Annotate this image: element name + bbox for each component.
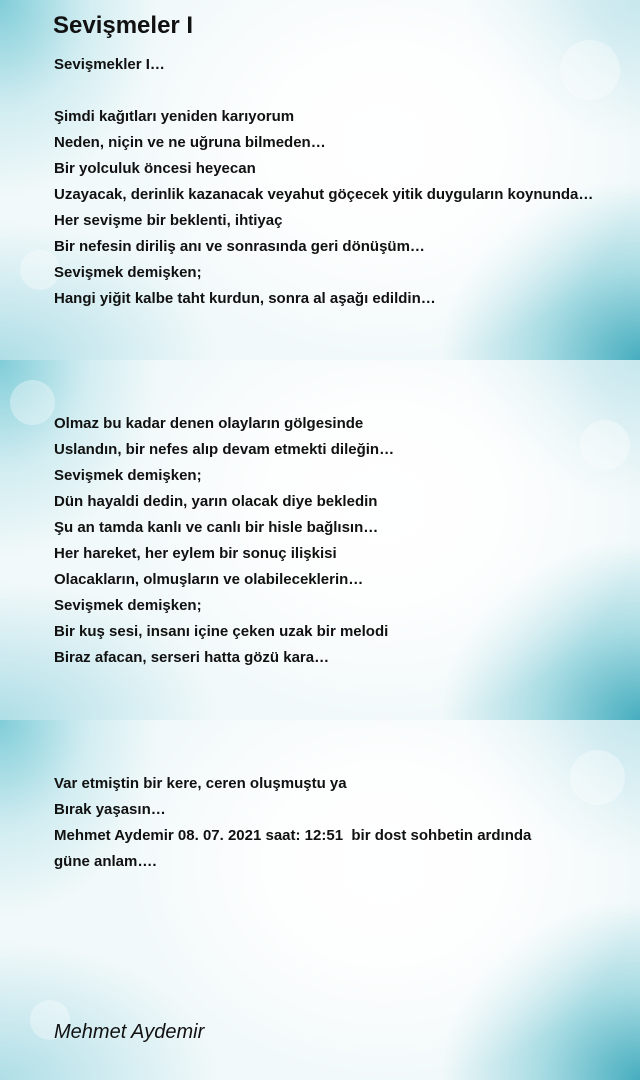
- poem-line: Bırak yaşasın…: [54, 801, 166, 818]
- poem-line: Dün hayaldi dedin, yarın olacak diye bekledin: [54, 493, 378, 510]
- poem-line: Var etmiştin bir kere, ceren oluşmuştu ya: [54, 775, 347, 792]
- bokeh-decoration: [10, 380, 55, 425]
- poem-line: Şu an tamda kanlı ve canlı bir hisle bağlısın…: [54, 519, 379, 536]
- bokeh-decoration: [580, 420, 630, 470]
- poem-line: Hangi yiğit kalbe taht kurdun, sonra al aşağı edildin…: [54, 290, 436, 307]
- poem-line: Bir nefesin diriliş anı ve sonrasında geri dönüşüm…: [54, 238, 425, 255]
- poem-line: Sevişmek demişken;: [54, 597, 202, 614]
- poem-line: Sevişmekler I…: [54, 56, 165, 73]
- poem-line: Olacakların, olmuşların ve olabileceklerin…: [54, 571, 364, 588]
- author-signature: Mehmet Aydemir: [54, 1021, 205, 1043]
- stanza-1: [54, 52, 593, 312]
- poem-line: Olmaz bu kadar denen olayların gölgesinde: [54, 415, 364, 432]
- stanza-3: [54, 771, 531, 875]
- poem-line: Bir yolculuk öncesi heyecan: [54, 160, 256, 177]
- stanza-2: [54, 411, 394, 671]
- poem-line: Sevişmek demişken;: [54, 264, 202, 281]
- poem-line: Mehmet Aydemir 08. 07. 2021 saat: 12:51 bir dost sohbetin ardında: [54, 827, 532, 844]
- poem-title: Sevişmeler I: [53, 12, 194, 39]
- poem-line: Her sevişme bir beklenti, ihtiyaç: [54, 212, 283, 229]
- poem-line: Sevişmek demişken;: [54, 467, 202, 484]
- poem-line: güne anlam….: [54, 853, 157, 870]
- poem-line: Her hareket, her eylem bir sonuç ilişkisi: [54, 545, 337, 562]
- poem-line: Uslandın, bir nefes alıp devam etmekti dileğin…: [54, 441, 395, 458]
- poem-line: Biraz afacan, serseri hatta gözü kara…: [54, 649, 330, 666]
- poem-line: [54, 78, 593, 104]
- poem-line: Uzayacak, derinlik kazanacak veyahut göçecek yitik duyguların koynunda…: [54, 186, 594, 203]
- poem-line: Neden, niçin ve ne uğruna bilmeden…: [54, 134, 326, 151]
- poem-line: Şimdi kağıtları yeniden karıyorum: [54, 108, 295, 125]
- poem-line: Bir kuş sesi, insanı içine çeken uzak bir melodi: [54, 623, 389, 640]
- bokeh-decoration: [570, 750, 625, 805]
